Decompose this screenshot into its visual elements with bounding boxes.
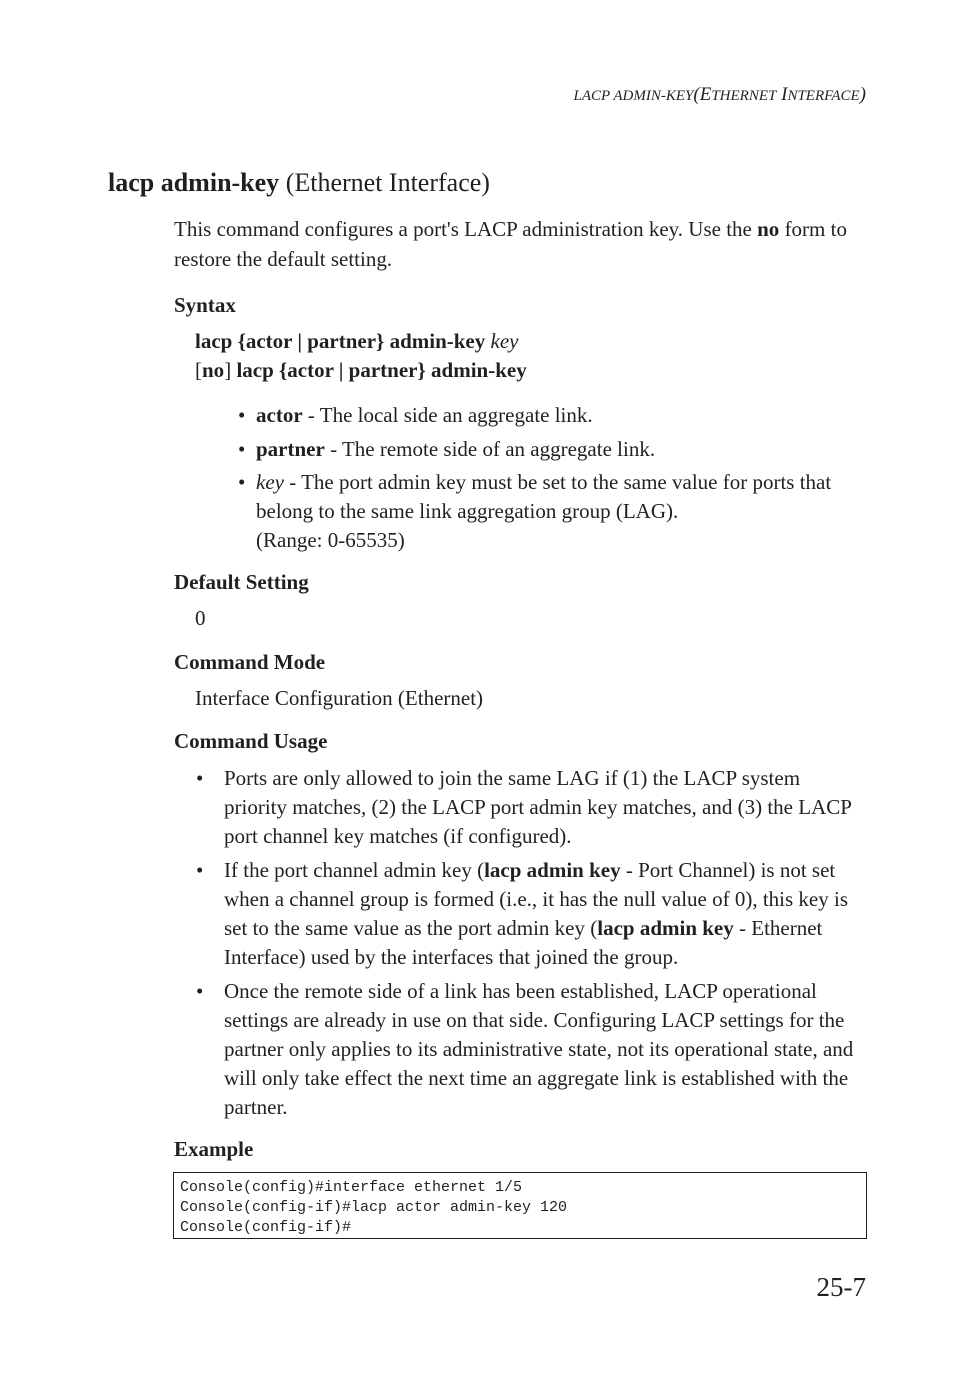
usage-item-2-text-a: If the port channel admin key ( <box>224 858 485 882</box>
param-desc: - The local side an aggregate link. <box>302 403 593 427</box>
syntax-line-1 <box>195 329 518 354</box>
syntax-bracket-close: ] <box>224 358 237 382</box>
usage-item-1-text: Ports are only allowed to join the same LAG if (1) the LACP system priority matches, (2) the LACP port admin key matches, and (3) the LACP port channel key matches (if configured). <box>224 766 852 848</box>
section-title-command: lacp admin-key <box>108 168 280 197</box>
param-item-actor <box>238 401 868 430</box>
running-header <box>574 84 866 106</box>
bullet-dot: • <box>196 766 204 790</box>
code-line: Console(config-if)#lacp actor admin-key 120 <box>180 1199 568 1216</box>
page-number: 25-7 <box>816 1272 866 1302</box>
param-name: partner <box>256 437 325 461</box>
intro-paragraph <box>174 214 864 274</box>
command-mode-value: Interface Configuration (Ethernet) <box>195 686 484 710</box>
running-header-ethernet: THERNET <box>711 88 777 104</box>
usage-item-2-text-e: - Ethernet Interface) used by the interfaces that joined the group. <box>224 916 823 969</box>
code-line: Console(config-if)# <box>180 1219 352 1236</box>
usage-item-3-text: Once the remote side of a link has been established, LACP operational settings are already in use on that side. Configuring LACP settings for the partner only applies to its administrative state, not its operational state, and will only take effect the next time an aggregate link is established with the partner. <box>224 979 854 1119</box>
param-name: actor <box>256 403 303 427</box>
running-header-i: I <box>776 84 788 105</box>
param-desc: - The port admin key must be set to the same value for ports that belong to the same link aggregation group (LAG). <box>256 470 832 523</box>
intro-text-1: This command configures a port's LACP administration key. Use the <box>174 217 758 241</box>
bullet-dot: • <box>238 403 246 427</box>
usage-item-2-text-c: - Port Channel) is not set when a channel group is formed (i.e., it has the null value of 0), this key is set to the same value as the port admin key ( <box>224 858 849 940</box>
syntax-line-2 <box>195 358 527 383</box>
bullet-dot: • <box>238 437 246 461</box>
param-range: (Range: 0-65535) <box>256 528 405 552</box>
param-desc: - The remote side of an aggregate link. <box>324 437 656 461</box>
command-mode-heading: Command Mode <box>174 650 326 674</box>
section-title-qualifier: (Ethernet Interface) <box>279 168 490 197</box>
bullet-dot: • <box>196 979 204 1003</box>
code-line: Console(config)#interface ethernet 1/5 <box>180 1179 523 1196</box>
default-setting-value: 0 <box>195 606 206 630</box>
syntax-heading: Syntax <box>174 293 236 317</box>
running-header-command: LACP ADMIN-KEY <box>573 88 694 104</box>
command-usage-heading: Command Usage <box>174 729 328 753</box>
param-item-key <box>238 468 868 555</box>
example-heading: Example <box>174 1137 254 1161</box>
usage-item-2-ref-1: lacp admin key <box>484 858 621 882</box>
running-header-interface: NTERFACE <box>787 88 860 104</box>
param-item-partner <box>238 435 868 464</box>
default-setting-heading: Default Setting <box>174 570 309 594</box>
running-header-paren-open: (E <box>693 84 712 105</box>
bullet-dot: • <box>238 470 246 494</box>
usage-item-2 <box>196 856 866 972</box>
syntax-no-keyword: no <box>202 358 225 382</box>
syntax-line-2-command: lacp {actor | partner} admin-key <box>236 358 527 382</box>
syntax-bracket-open: [ <box>195 358 202 382</box>
usage-item-2-ref-2: lacp admin key <box>597 916 734 940</box>
syntax-line-1-command: lacp {actor | partner} admin-key <box>195 329 486 353</box>
section-title <box>108 168 490 198</box>
usage-item-3 <box>196 977 866 1122</box>
intro-text-2: form to restore the default setting. <box>174 217 847 271</box>
intro-no-keyword: no <box>757 217 780 241</box>
bullet-dot: • <box>196 858 204 882</box>
syntax-line-1-param: key <box>485 329 519 353</box>
param-name: key <box>256 470 284 494</box>
usage-item-1 <box>196 764 866 851</box>
example-code-block <box>173 1172 867 1239</box>
running-header-paren-close: ) <box>859 84 866 105</box>
